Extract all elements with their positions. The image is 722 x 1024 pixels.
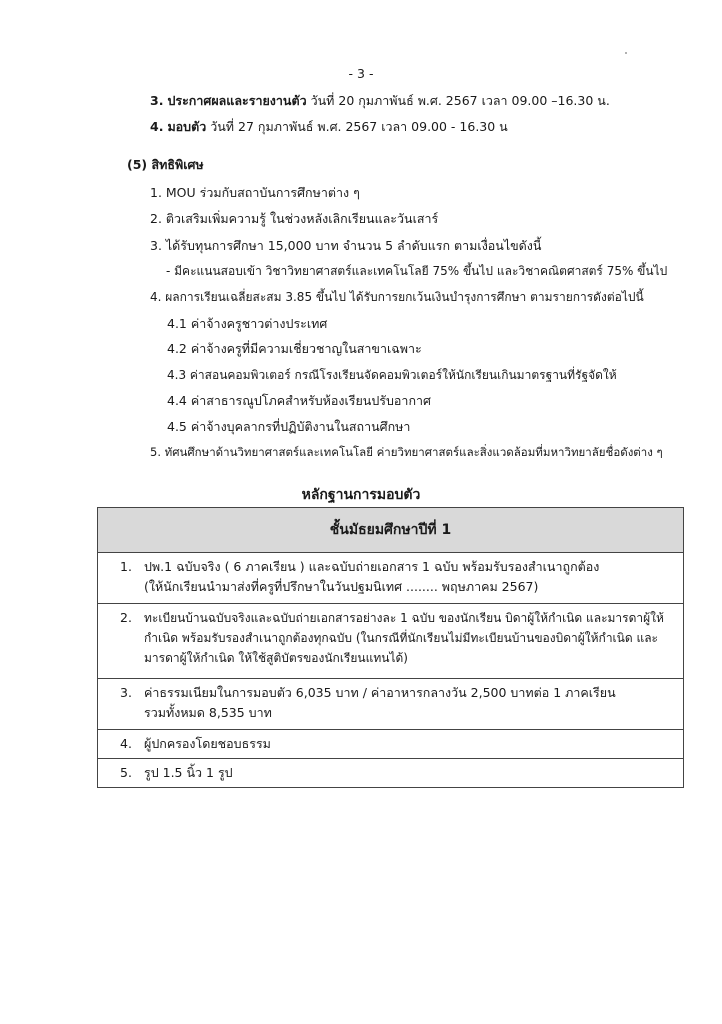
privilege-item: 1. MOU ร่วมกับสถาบันการศึกษาต่าง ๆ: [150, 185, 360, 200]
row-line: รวมทั้งหมด 8,535 บาท: [144, 705, 272, 720]
table-cell: [98, 730, 684, 759]
privilege-item: 3. ได้รับทุนการศึกษา 15,000 บาท จำนวน 5 ลำดับแรก ตามเงื่อนไขดังนี้: [150, 238, 542, 253]
row-line: ค่าธรรมเนียมในการมอบตัว 6,035 บาท / ค่าอาหารกลางวัน 2,500 บาทต่อ 1 ภาคเรียน: [144, 685, 616, 700]
table-cell: [98, 679, 684, 730]
table-row: [98, 679, 684, 730]
row-line: มารดาผู้ให้กำเนิด ให้ใช้สูติบัตรของนักเรียนแทนได้): [144, 651, 408, 665]
row-content: [98, 604, 683, 678]
privilege-subitem: 4.5 ค่าจ้างบุคลากรที่ปฏิบัติงานในสถานศึกษา: [167, 419, 411, 434]
row-number: 5.: [120, 765, 132, 780]
table-cell: [98, 759, 684, 788]
evidence-title: หลักฐานการมอบตัว: [301, 487, 421, 503]
privilege-subitem: 4.1 ค่าจ้างครูชาวต่างประเทศ: [167, 316, 328, 331]
row-line: ปพ.1 ฉบับจริง ( 6 ภาคเรียน ) และฉบับถ่ายเอกสาร 1 ฉบับ พร้อมรับรองสำเนาถูกต้อง: [144, 559, 600, 574]
privilege-item: 2. ติวเสริมเพิ่มความรู้ ในช่วงหลังเลิกเรียนและวันเสาร์: [150, 211, 439, 226]
privilege-subitem: 4.3 ค่าสอนคอมพิวเตอร์ กรณีโรงเรียนจัดคอมพิวเตอร์ให้นักเรียนเกินมาตรฐานที่รัฐจัดให้: [167, 368, 617, 382]
row-content: [98, 759, 683, 787]
table-cell: [98, 604, 684, 679]
row-content: [98, 730, 683, 758]
row-number: 4.: [120, 736, 132, 751]
row-line: ทะเบียนบ้านฉบับจริงและฉบับถ่ายเอกสารอย่างละ 1 ฉบับ ของนักเรียน บิดาผู้ให้กำเนิด และมารดาผู้ให้: [144, 611, 664, 625]
privilege-subitem: 4.2 ค่าจ้างครูที่มีความเชี่ยวชาญในสาขาเฉพาะ: [167, 341, 422, 356]
privilege-subitem: 4.4 ค่าสาธารณูปโภคสำหรับห้องเรียนปรับอากาศ: [167, 393, 431, 408]
privileges-heading: (5) สิทธิพิเศษ: [127, 157, 204, 172]
privilege-item: 4. ผลการเรียนเฉลี่ยสะสม 3.85 ขึ้นไป ได้รับการยกเว้นเงินบำรุงการศึกษา ตามรายการดังต่อไปนี้: [150, 290, 644, 304]
table-header-row: [98, 508, 684, 553]
schedule-item-label: มอบตัว: [167, 119, 207, 134]
table-row: [98, 553, 684, 604]
schedule-item-number: 3.: [150, 93, 164, 108]
schedule-item-detail: วันที่ 27 กุมภาพันธ์ พ.ศ. 2567 เวลา 09.00 - 16.30 น: [206, 119, 508, 134]
schedule-item: [150, 118, 508, 136]
table-row: [98, 604, 684, 679]
table-row: [98, 730, 684, 759]
table-header: ชั้นมัธยมศึกษาปีที่ 1: [98, 508, 684, 553]
scan-speck: [625, 52, 627, 54]
row-content: [98, 553, 683, 603]
schedule-item: [150, 92, 610, 110]
evidence-table: [97, 507, 684, 788]
row-number: 1.: [120, 559, 132, 574]
row-line: กำเนิด พร้อมรับรองสำเนาถูกต้องทุกฉบับ (ในกรณีที่นักเรียนไม่มีทะเบียนบ้านของบิดาผู้ให้กำเนิด และ: [144, 631, 658, 645]
row-number: 3.: [120, 685, 132, 700]
table-row: [98, 759, 684, 788]
row-line: ผู้ปกครองโดยชอบธรรม: [144, 736, 271, 751]
privilege-item: 5. ทัศนศึกษาด้านวิทยาศาสตร์และเทคโนโลยี ค่ายวิทยาศาสตร์และสิ่งแวดล้อมที่มหาวิทยาลัยชื่อดังต่าง ๆ: [150, 445, 663, 459]
schedule-item-number: 4.: [150, 119, 164, 134]
row-content: [98, 679, 683, 729]
row-line: รูป 1.5 นิ้ว 1 รูป: [144, 765, 233, 780]
schedule-item-detail: วันที่ 20 กุมภาพันธ์ พ.ศ. 2567 เวลา 09.00 –16.30 น.: [306, 93, 610, 108]
table-cell: [98, 553, 684, 604]
page-number: - 3 -: [348, 66, 374, 81]
row-line: (ให้นักเรียนนำมาส่งที่ครูที่ปรึกษาในวันปฐมนิเทศ ........ พฤษภาคม 2567): [144, 579, 539, 594]
privilege-condition: - มีคะแนนสอบเข้า วิชาวิทยาศาสตร์และเทคโนโลยี 75% ขึ้นไป และวิชาคณิตศาสตร์ 75% ขึ้นไป: [166, 264, 668, 278]
schedule-item-label: ประกาศผลและรายงานตัว: [167, 93, 307, 108]
row-number: 2.: [120, 610, 132, 625]
